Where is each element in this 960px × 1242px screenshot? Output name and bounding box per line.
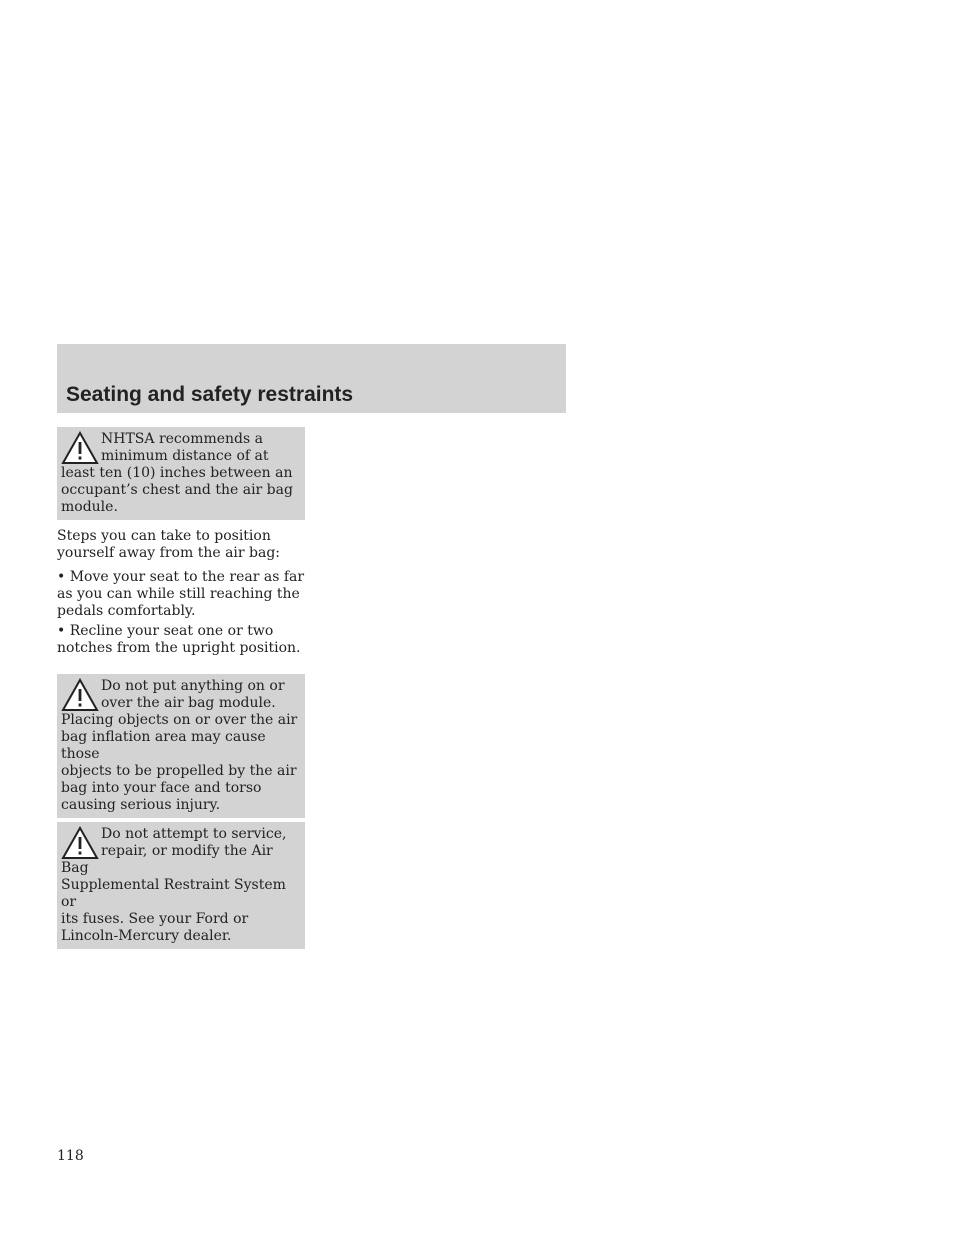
- bullet-move-seat: • Move your seat to the rear as far as you can while still reaching the pedals comfortably.: [57, 569, 305, 619]
- page-number: 118: [57, 1148, 84, 1164]
- steps-intro: Steps you can take to position yourself away from the air bag:: [57, 528, 281, 561]
- warning-box-distance: [57, 427, 305, 520]
- section-header: [57, 344, 566, 413]
- warning-triangle-icon: [61, 678, 99, 712]
- warning-text: NHTSA recommends a minimum distance of at least ten (10) inches between an occupant’s chest and the air bag module.: [61, 431, 293, 515]
- warning-text: Do not put anything on or over the air bag module. Placing objects on or over the air bag inflation area may cause those objects to be propelled by the air bag into your face and torso causing serious injury.: [61, 678, 298, 813]
- bullet-recline-seat: • Recline your seat one or two notches from the upright position.: [57, 623, 301, 656]
- warning-box-objects: [57, 674, 305, 818]
- warning-box-service: [57, 822, 305, 949]
- section-title: Seating and safety restraints: [66, 383, 354, 406]
- warning-triangle-icon: [61, 826, 99, 860]
- warning-triangle-icon: [61, 431, 99, 465]
- warning-text: Do not attempt to service, repair, or modify the Air Bag Supplemental Restraint System or its fuses. See your Ford or Lincoln-Mercury dealer.: [61, 826, 287, 944]
